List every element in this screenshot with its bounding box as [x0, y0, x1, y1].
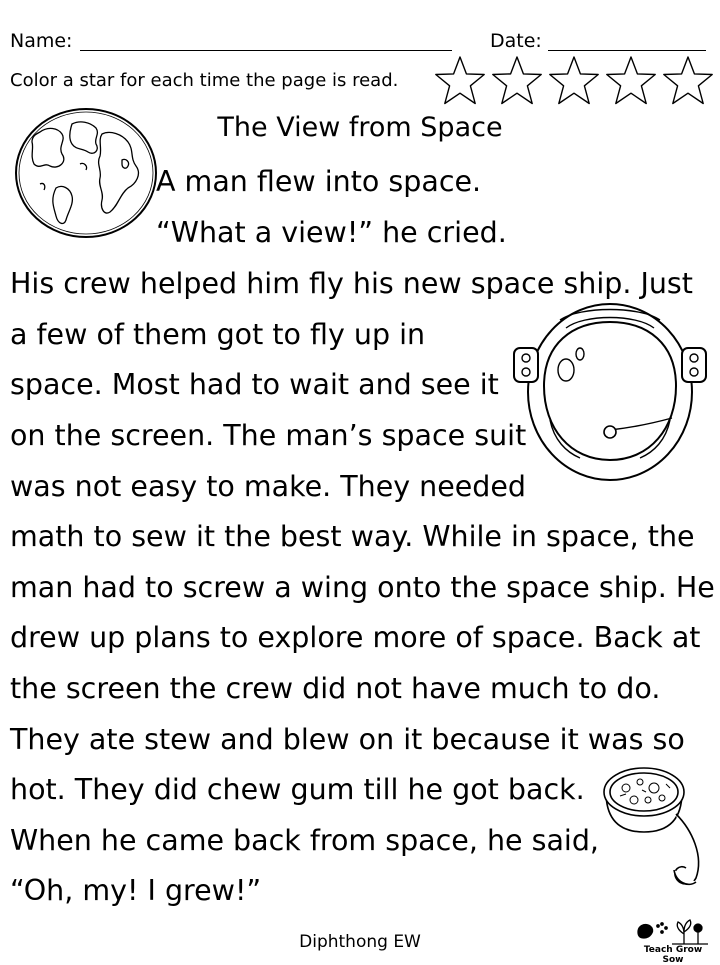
date-field[interactable] — [548, 50, 706, 51]
story-line: man had to screw a wing onto the space ship. He — [10, 571, 715, 604]
star-1-icon[interactable] — [436, 57, 484, 104]
story-line: A man flew into space. — [156, 165, 482, 198]
star-4-icon[interactable] — [607, 57, 655, 104]
name-field[interactable] — [80, 50, 452, 51]
story-line: “Oh, my! I grew!” — [10, 874, 262, 907]
story-line: When he came back from space, he said, — [10, 824, 599, 857]
footer-label: Diphthong EW — [299, 932, 421, 952]
story-line: on the screen. The man’s space suit — [10, 419, 527, 452]
story-line: space. Most had to wait and see it — [10, 368, 499, 401]
reading-stars — [434, 54, 716, 108]
story-title: The View from Space — [217, 112, 503, 143]
story-line: hot. They did chew gum till he got back. — [10, 773, 585, 806]
story-line: math to sew it the best way. While in space, the — [10, 520, 695, 553]
story-line: a few of them got to fly up in — [10, 318, 426, 351]
earth-globe-icon — [10, 104, 160, 242]
star-5-icon[interactable] — [664, 57, 712, 104]
story-line: the screen the crew did not have much to do. — [10, 672, 661, 705]
stew-pot-icon — [596, 760, 708, 890]
star-2-icon[interactable] — [493, 57, 541, 104]
logo-text: Teach Grow Sow — [643, 945, 703, 965]
story-line: They ate stew and blew on it because it was so — [10, 723, 685, 756]
story-line: “What a view!” he cried. — [156, 216, 507, 249]
story-line: His crew helped him fly his new space ship. Just — [10, 267, 693, 300]
star-3-icon[interactable] — [550, 57, 598, 104]
story-line: was not easy to make. They needed — [10, 470, 527, 503]
date-label: Date: — [490, 30, 542, 52]
star-instruction: Color a star for each time the page is read. — [10, 70, 399, 91]
astronaut-helmet-icon — [510, 300, 710, 490]
name-label: Name: — [10, 30, 73, 52]
story-line: drew up plans to explore more of space. Back at — [10, 621, 701, 654]
